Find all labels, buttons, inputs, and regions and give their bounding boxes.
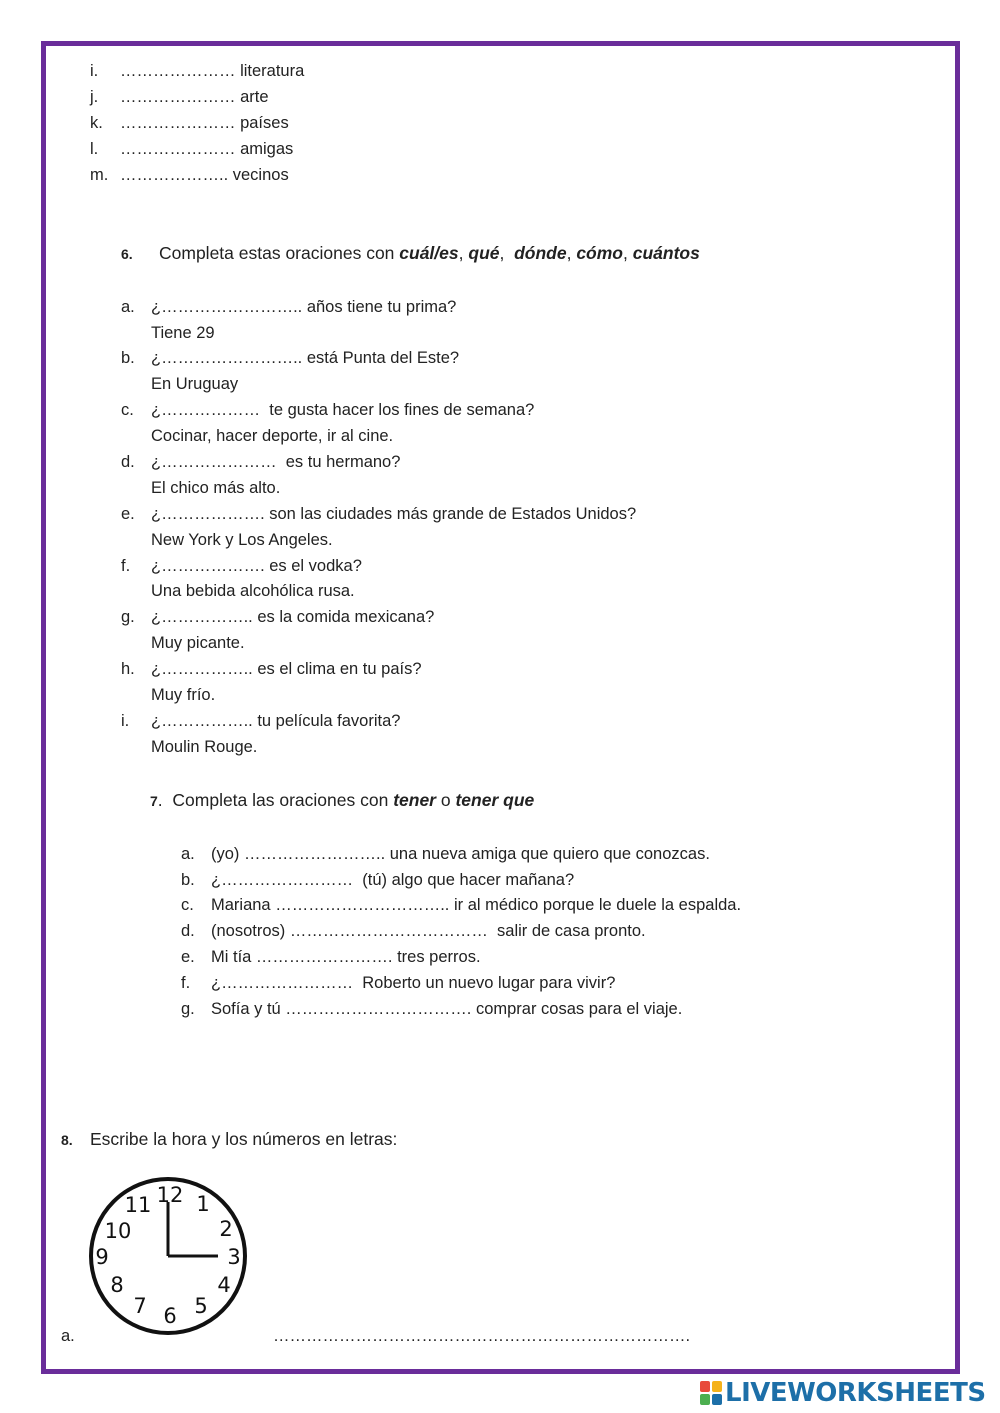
clock-numeral: 2 bbox=[219, 1217, 233, 1241]
question-item: f. ¿………………. es el vodka? bbox=[121, 557, 362, 575]
sentence-item: a. (yo) …………………….. una nueva amiga que quiero que conozcas. bbox=[181, 845, 710, 863]
question-item: g. ¿…………….. es la comida mexicana? bbox=[121, 608, 435, 626]
sentence-text[interactable]: ¿…………………… Roberto un nuevo lugar para vivir? bbox=[211, 974, 616, 992]
question-text[interactable]: ¿…………….. es la comida mexicana? bbox=[151, 608, 435, 626]
question-text[interactable]: ¿…………….. es el clima en tu país? bbox=[151, 660, 422, 678]
sentence-item: c. Mariana ………………………….. ir al médico porque le duele la espalda. bbox=[181, 896, 742, 914]
answer-text: Moulin Rouge. bbox=[151, 738, 258, 756]
section8-item-label: a. bbox=[61, 1327, 75, 1345]
question-text[interactable]: ¿……………… te gusta hacer los fines de semana? bbox=[151, 401, 535, 419]
answer-line[interactable]: …………………………………………………………………. bbox=[273, 1327, 691, 1345]
blank-text[interactable]: ………………… amigas bbox=[120, 140, 294, 158]
question-text[interactable]: ¿…………………….. está Punta del Este? bbox=[151, 349, 460, 367]
question-item: e. ¿………………. son las ciudades más grande de Estados Unidos? bbox=[121, 505, 637, 523]
clock-numeral: 6 bbox=[163, 1304, 177, 1328]
liveworksheets-logo[interactable] bbox=[700, 1378, 986, 1408]
answer-text: En Uruguay bbox=[151, 375, 239, 393]
sentence-item: b. ¿…………………… (tú) algo que hacer mañana? bbox=[181, 871, 575, 889]
blank-text[interactable]: ………………… literatura bbox=[120, 62, 305, 80]
answer-text: Tiene 29 bbox=[151, 324, 215, 342]
blank-text[interactable]: ………………… países bbox=[120, 114, 289, 132]
question-text[interactable]: ¿………………. es el vodka? bbox=[151, 557, 362, 575]
clock-numeral: 4 bbox=[217, 1273, 231, 1297]
sentence-item: f. ¿…………………… Roberto un nuevo lugar para vivir? bbox=[181, 974, 616, 992]
list-item: l. ………………… amigas bbox=[90, 140, 294, 158]
question-item: d. ¿………………… es tu hermano? bbox=[121, 453, 401, 471]
answer-text: Muy frío. bbox=[151, 686, 216, 704]
list-item: k. ………………… países bbox=[90, 114, 289, 132]
question-text[interactable]: ¿………………… es tu hermano? bbox=[151, 453, 401, 471]
sentence-item: g. Sofía y tú ……………………………. comprar cosas para el viaje. bbox=[181, 1000, 683, 1018]
liveworksheets-logo-icon bbox=[700, 1381, 722, 1405]
question-text[interactable]: ¿………………. son las ciudades más grande de Estados Unidos? bbox=[151, 505, 637, 523]
clock-numeral: 5 bbox=[194, 1294, 208, 1318]
clock-numeral: 3 bbox=[227, 1245, 241, 1269]
question-item: a. ¿…………………….. años tiene tu prima? bbox=[121, 298, 457, 316]
question-item: b. ¿…………………….. está Punta del Este? bbox=[121, 349, 460, 367]
clock-numeral: 1 bbox=[196, 1192, 210, 1216]
clock-numeral: 11 bbox=[124, 1193, 152, 1217]
sentence-item: d. (nosotros) ……………………………… salir de casa pronto. bbox=[181, 922, 646, 940]
sentence-text[interactable]: (yo) …………………….. una nueva amiga que quiero que conozcas. bbox=[211, 845, 710, 863]
list-item: j. ………………… arte bbox=[90, 88, 269, 106]
clock-numeral: 12 bbox=[156, 1183, 184, 1207]
sentence-text[interactable]: Sofía y tú ……………………………. comprar cosas para el viaje. bbox=[211, 1000, 683, 1018]
question-item: h. ¿…………….. es el clima en tu país? bbox=[121, 660, 422, 678]
sentence-text[interactable]: Mi tía ……………………. tres perros. bbox=[211, 948, 481, 966]
question-text[interactable]: ¿…………….. tu película favorita? bbox=[151, 712, 401, 730]
clock-numeral: 7 bbox=[133, 1294, 147, 1318]
answer-text: El chico más alto. bbox=[151, 479, 281, 497]
sentence-item: e. Mi tía ……………………. tres perros. bbox=[181, 948, 481, 966]
answer-text: Cocinar, hacer deporte, ir al cine. bbox=[151, 427, 394, 445]
list-item: m. ……………….. vecinos bbox=[90, 166, 289, 184]
sentence-text[interactable]: (nosotros) ……………………………… salir de casa pronto. bbox=[211, 922, 646, 940]
clock-numeral: 8 bbox=[110, 1273, 124, 1297]
section8-heading: 8. Escribe la hora y los números en letras: bbox=[61, 1129, 398, 1149]
logo-text: LIVEWORKSHEETS bbox=[725, 1378, 986, 1408]
blank-text[interactable]: ……………….. vecinos bbox=[120, 166, 289, 184]
question-item: c. ¿……………… te gusta hacer los fines de semana? bbox=[121, 401, 535, 419]
section7-heading: 7. Completa las oraciones con tener o tener que bbox=[150, 790, 535, 810]
question-item: i. ¿…………….. tu película favorita? bbox=[121, 712, 401, 730]
sentence-text[interactable]: ¿…………………… (tú) algo que hacer mañana? bbox=[211, 871, 575, 889]
answer-text: Muy picante. bbox=[151, 634, 245, 652]
answer-text: Una bebida alcohólica rusa. bbox=[151, 582, 355, 600]
clock-numeral: 9 bbox=[95, 1245, 109, 1269]
answer-text: New York y Los Angeles. bbox=[151, 531, 333, 549]
section6-heading: 6. Completa estas oraciones con cuál/es, qué, dónde, cómo, cuántos bbox=[121, 243, 700, 263]
clock-numeral: 10 bbox=[104, 1219, 132, 1243]
clock-image bbox=[78, 1170, 258, 1340]
list-item: i. ………………… literatura bbox=[90, 62, 305, 80]
sentence-text[interactable]: Mariana ………………………….. ir al médico porque le duele la espalda. bbox=[211, 896, 742, 914]
question-text[interactable]: ¿…………………….. años tiene tu prima? bbox=[151, 298, 457, 316]
blank-text[interactable]: ………………… arte bbox=[120, 88, 269, 106]
